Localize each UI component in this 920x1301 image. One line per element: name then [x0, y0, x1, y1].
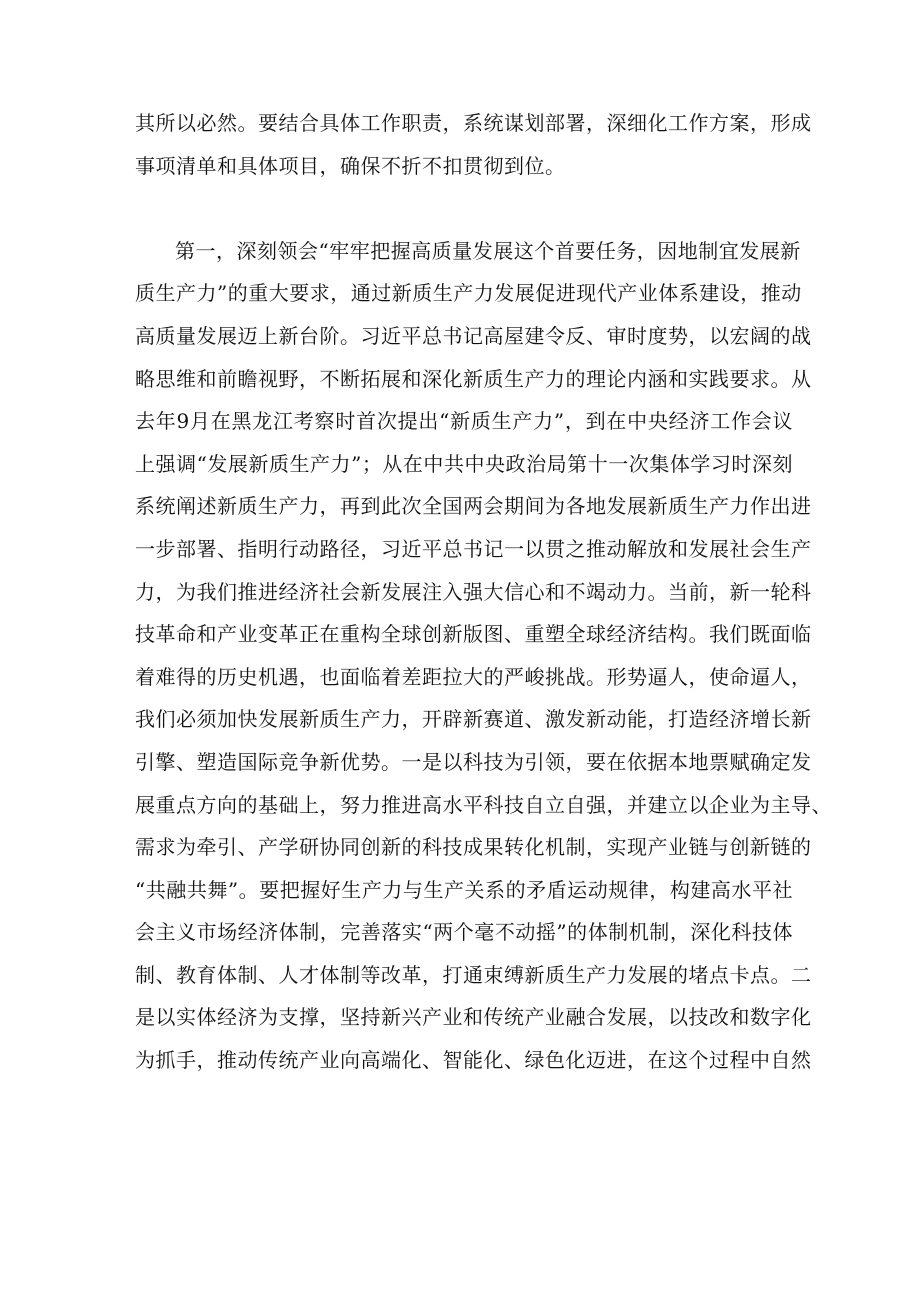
paragraph-2-line-8: 一步部署、指明行动路径，习近平总书记一以贯之推动解放和发展社会生产: [135, 536, 812, 561]
paragraph-2-line-10: 技革命和产业变革正在重构全球创新版图、重塑全球经济结构。我们既面临: [135, 622, 812, 647]
paragraph-2-line-1: 第一，深刻领会“牢牢把握高质量发展这个首要任务，因地制宜发展新: [175, 238, 801, 263]
paragraph-2-line-12: 我们必须加快发展新质生产力，开辟新赛道、激发新动能，打造经济增长新: [135, 707, 812, 732]
body-text: [135, 102, 832, 1082]
paragraph-2-line-18: 制、教育体制、人才体制等改革，打通束缚新质生产力发展的堵点卡点。二: [135, 962, 812, 987]
paragraph-spacer: [135, 187, 793, 230]
paragraph-2-line-3: 高质量发展迈上新台阶。习近平总书记高屋建令反、审时度势，以宏阔的战: [135, 323, 812, 348]
paragraph-2-line-16: “共融共舞”。要把握好生产力与生产关系的矛盾运动规律，构建高水平社: [135, 877, 793, 902]
paragraph-1-line-2: 事项清单和具体项目，确保不折不扣贯彻到位。: [135, 153, 566, 178]
paragraph-2-line-11: 着难得的历史机遇，也面临着差距拉大的严峻挑战。形势逼人，使命逼人，: [135, 664, 812, 689]
paragraph-2: [135, 230, 832, 1082]
paragraph-2-line-2: 质生产力”的重大要求，通过新质生产力发展促进现代产业体系建设，推动: [135, 281, 802, 306]
paragraph-2-line-9: 力，为我们推进经济社会新发展注入强大信心和不竭动力。当前，新一轮科: [135, 579, 812, 604]
paragraph-2-line-5: 去年9月在黑龙江考察时首次提出“新质生产力”，到在中央经济工作会议: [135, 409, 793, 434]
paragraph-2-line-6: 上强调“发展新质生产力”；从在中共中央政治局第十一次集体学习时深刻: [135, 451, 793, 476]
paragraph-2-line-15: 需求为牵引、产学研协同创新的科技成果转化机制，实现产业链与创新链的: [135, 835, 812, 860]
paragraph-2-line-13: 引擎、塑造国际竞争新优势。一是以科技为引领，要在依据本地票赋确定发: [135, 749, 812, 774]
paragraph-2-line-14: 展重点方向的基础上，努力推进高水平科技自立自强，并建立以企业为主导、: [135, 792, 832, 817]
paragraph-2-line-17: 会主义市场经济体制，完善落实“两个毫不动摇”的体制机制，深化科技体: [135, 920, 793, 945]
paragraph-2-line-4: 略思维和前瞻视野，不断拓展和深化新质生产力的理论内涵和实践要求。从: [135, 366, 812, 391]
paragraph-2-line-19: 是以实体经济为支撑，坚持新兴产业和传统产业融合发展，以技改和数字化: [135, 1005, 812, 1030]
paragraph-1-line-1: 其所以必然。要结合具体工作职责，系统谋划部署，深细化工作方案，形成: [135, 111, 812, 135]
paragraph-1: [135, 102, 812, 187]
paragraph-2-line-7: 系统阐述新质生产力，再到此次全国两会期间为各地发展新质生产力作出进: [135, 494, 812, 519]
paragraph-2-line-20: 为抓手，推动传统产业向高端化、智能化、绿色化迈进，在这个过程中自然: [135, 1048, 812, 1073]
